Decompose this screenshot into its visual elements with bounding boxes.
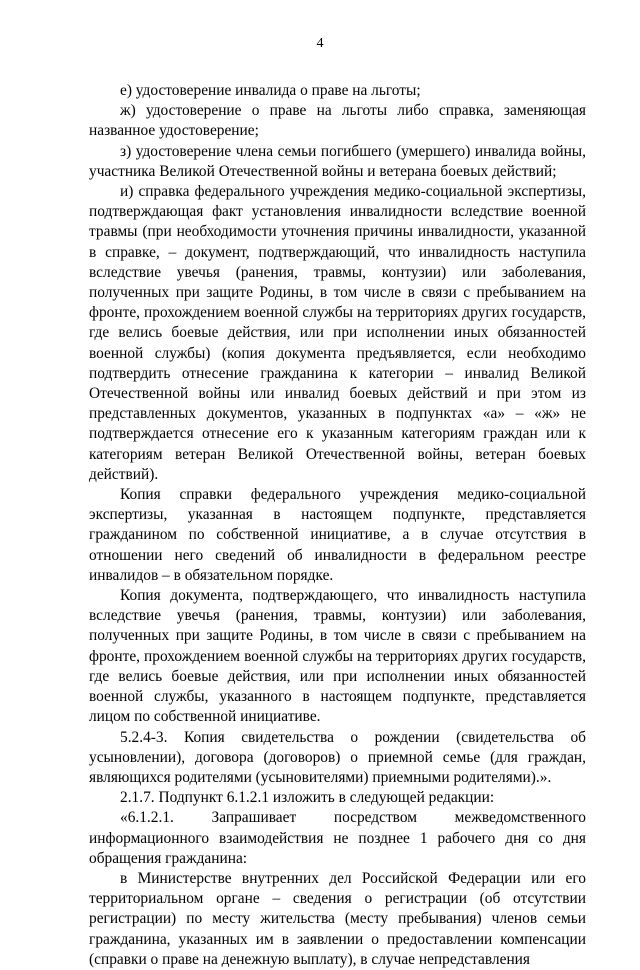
paragraph-2-1-7: 2.1.7. Подпункт 6.1.2.1 изложить в следующей редакции: <box>120 789 495 807</box>
paragraph-5-2-4-3: 5.2.4-3. Копия свидетельства о рождении (свидетельства об усыновлении), договора (договоров) о приемной семье (для граждан, являющихся родителями (усыновителями) приемными родителями).». <box>89 728 586 786</box>
page-number: 4 <box>316 36 324 51</box>
paragraph-mvd-request: в Министерстве внутренних дел Российской Федерации или его территориальном органе – сведения о регистрации (об отсутствии регистрации) по месту жительства (месту пребывания) членов семьи гражданина, указанных им в заявлении о предоставлении компенсации (справки о праве на денежную выплату), в случае непредставления <box>89 869 586 968</box>
paragraph-disability-document-copy: Копия документа, подтверждающего, что инвалидность наступила вследствие увечья (ранения, травмы, контузии) или заболевания, полученных при защите Родины, в том числе в связи с пребыванием на фронте, прохождением военной службы на территориях других государств, где велись боевые действия, или при исполнении иных обязанностей военной службы, указанного в настоящем подпункте, представляется лицом по собственной инициативе. <box>89 587 586 726</box>
document-body <box>89 81 586 970</box>
paragraph-mse-certificate-copy: Копия справки федерального учреждения медико-социальной экспертизы, указанная в настоящем подпункте, представляется гражданином по собственной инициативе, а в случае отсутствия в отношении него сведений об инвалидности в федеральном реестре инвалидов – в обязательном порядке. <box>89 486 586 584</box>
paragraph-item-z: з) удостоверение члена семьи погибшего (умершего) инвалида войны, участника Великой Отечественной войны и ветерана боевых действий; <box>89 142 586 180</box>
paragraph-item-zh: ж) удостоверение о праве на льготы либо справка, заменяющая названное удостоверение; <box>89 102 586 140</box>
paragraph-item-i: и) справка федерального учреждения медико-социальной экспертизы, подтверждающая факт установления инвалидности вследствие военной травмы (при необходимости уточнения причины инвалидности, указанной в справке, – документ, подтверждающий, что инвалидность наступила вследствие увечья (ранения, травмы, контузии) или заболевания, полученных при защите Родины, в том числе в связи с пребыванием на фронте, прохождением военной службы на территориях других государств, где велись боевые действия, или при исполнении иных обязанностей военной службы) (копия документа предъявляется, если необходимо подтвердить отнесение гражданина к категории – инвалид Великой Отечественной войны или инвалид боевых действий и при этом из представленных документов, указанных в подпунктах «а» – «ж» не подтверждается отнесение его к указанным категориям граждан или к категориям ветеран Великой Отечественной войны, ветеран боевых действий). <box>89 183 586 483</box>
paragraph-item-e: е) удостоверение инвалида о праве на льготы; <box>120 82 421 99</box>
paragraph-6-1-2-1: «6.1.2.1. Запрашивает посредством межведомственного информационного взаимодействия не позднее 1 рабочего дня со дня обращения гражданина: <box>89 809 586 867</box>
